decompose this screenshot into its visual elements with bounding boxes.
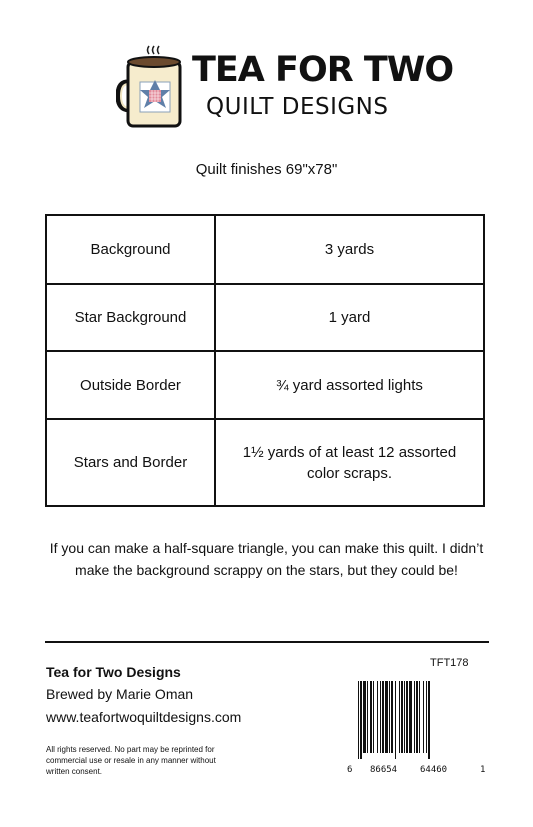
barcode-bar xyxy=(428,681,430,759)
barcode-digits-right: 64460 xyxy=(420,765,448,775)
barcode-bar xyxy=(373,681,374,753)
barcode-digit-last: 1 xyxy=(480,765,486,775)
fabric-item: Stars and Border xyxy=(46,419,215,506)
fabric-item: Background xyxy=(46,215,215,284)
barcode-bar xyxy=(414,681,415,753)
finish-size-text: Quilt finishes 69"x78" xyxy=(195,161,338,178)
table-row xyxy=(46,419,484,506)
barcode-bar xyxy=(416,681,418,753)
barcode-bar xyxy=(404,681,405,753)
barcode-bar xyxy=(423,681,424,753)
barcode-bar xyxy=(370,681,372,753)
barcode-bar xyxy=(367,681,368,753)
barcode-bar xyxy=(391,681,393,753)
barcode-bar xyxy=(382,681,384,753)
barcode-digits-left: 86654 xyxy=(370,765,398,775)
author-credit: Brewed by Marie Oman xyxy=(46,686,194,702)
barcode-bar xyxy=(395,681,396,759)
table-row xyxy=(46,215,484,284)
product-sku: TFT178 xyxy=(430,657,469,669)
barcode-bar xyxy=(363,681,366,753)
barcode-bar xyxy=(399,681,400,753)
fabric-amount: 1 yard xyxy=(215,284,484,351)
barcode-bar xyxy=(358,681,359,759)
copyright-notice: All rights reserved. No part may be reprinted for commercial use or resale in any manner without written consent. xyxy=(46,745,216,776)
divider xyxy=(45,641,489,643)
barcode-bar xyxy=(419,681,420,753)
barcode-bar xyxy=(377,681,378,753)
brand-logo xyxy=(116,44,454,136)
barcode-bar xyxy=(406,681,408,753)
logo-subtitle: QUILT DESIGNS xyxy=(206,94,389,120)
website-link[interactable]: www.teafortwoquiltdesigns.com xyxy=(46,709,242,725)
fabric-amount: ¾ yard assorted lights xyxy=(215,351,484,419)
company-name: Tea for Two Designs xyxy=(46,664,181,680)
fabric-amount: 1½ yards of at least 12 assorted color scraps. xyxy=(215,419,484,506)
table-row xyxy=(46,284,484,351)
barcode-bar xyxy=(401,681,403,753)
barcode-bar xyxy=(385,681,388,753)
fabric-item: Outside Border xyxy=(46,351,215,419)
tea-mug-icon xyxy=(116,44,196,136)
barcode-digit-first: 6 xyxy=(347,765,353,775)
fabric-amount: 3 yards xyxy=(215,215,484,284)
table-row xyxy=(46,351,484,419)
barcode-bar xyxy=(360,681,362,759)
pattern-description: If you can make a half-square triangle, you can make this quilt. I didn’t make the background scrappy on the stars, but they could be! xyxy=(49,540,484,578)
barcode xyxy=(358,681,474,759)
logo-title: TEA FOR TWO xyxy=(192,50,454,90)
fabric-requirements-table xyxy=(45,214,485,507)
barcode-bar xyxy=(426,681,427,753)
barcode-bar xyxy=(389,681,390,753)
fabric-item: Star Background xyxy=(46,284,215,351)
barcode-bar xyxy=(380,681,381,753)
barcode-bar xyxy=(409,681,412,753)
